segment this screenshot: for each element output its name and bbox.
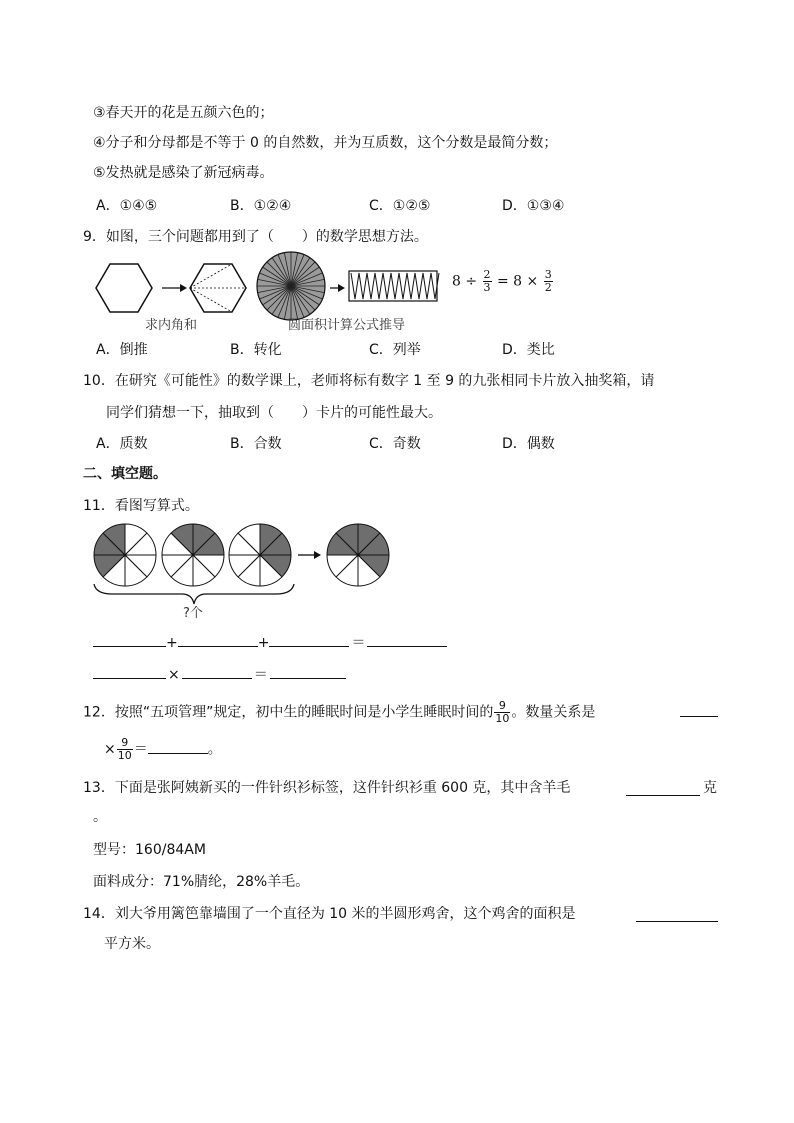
q13-unit: 克 (703, 780, 717, 796)
q8-option-b: B．①②④ (230, 198, 292, 214)
fraction-circle-2 (162, 524, 224, 586)
q11-figure (92, 520, 412, 615)
answer-blank[interactable] (178, 632, 258, 647)
answer-blank[interactable] (636, 907, 718, 922)
q13-period: 。 (93, 809, 107, 825)
answer-blank[interactable] (367, 632, 447, 647)
rearranged-sectors-shape (349, 271, 439, 301)
q10-option-d: D．偶数 (502, 436, 555, 452)
arrow-icon (330, 284, 345, 292)
q13-stem: 13．下面是张阿姨新买的一件针织衫标签，这件针织衫重 600 克，其中含羊毛 (83, 780, 571, 796)
q14-unit: 平方米。 (104, 936, 160, 952)
curly-brace (94, 584, 294, 604)
section-heading-fill-in: 二、填空题。 (83, 466, 167, 482)
answer-blank[interactable] (93, 664, 166, 679)
q8-statement-5: ⑤发热就是感染了新冠病毒。 (93, 165, 274, 181)
q8-option-d: D．①③④ (502, 198, 565, 214)
q9-option-a: A．倒推 (96, 342, 148, 358)
divided-hexagon-shape (190, 264, 246, 312)
arrow-icon (162, 284, 187, 292)
q14-stem: 14．刘大爷用篱笆靠墙围了一个直径为 10 米的半圆形鸡舍，这个鸡舍的面积是 (83, 906, 576, 922)
q11-brace-label: ?个 (183, 606, 203, 621)
hexagon-shape (96, 264, 152, 312)
q9-option-b: B．转化 (230, 342, 282, 358)
q12-relation-expression: × $\frac{9}{10}$ ＝ 。 (104, 736, 222, 762)
q12-fraction-9-10: $\frac{9}{10}$ (495, 699, 510, 725)
q9-figure-label-interior-angles: 求内角和 (145, 318, 198, 333)
answer-blank[interactable] (269, 632, 349, 647)
fraction-circle-result (327, 524, 389, 586)
q10-stem-line-2: 同学们猜想一下，抽取到（ ）卡片的可能性最大。 (106, 405, 442, 421)
q13-label-fabric: 面料成分：71%腈纶，28%羊毛。 (93, 874, 310, 890)
q9-option-d: D．类比 (502, 342, 555, 358)
q9-equation: 8 ÷ $\frac{2}{3}$ = 8 × $\frac{3}{2}$ (452, 268, 552, 294)
q9-stem: 9．如图，三个问题都用到了（ ）的数学思想方法。 (83, 229, 428, 245)
q8-option-a: A．①④⑤ (96, 198, 158, 214)
q10-stem-line-1: 10．在研究《可能性》的数学课上，老师将标有数字 1 至 9 的九张相同卡片放入抽奖箱，请 (83, 373, 655, 389)
fraction-circle-1 (94, 524, 156, 586)
answer-blank[interactable] (680, 702, 718, 717)
q8-option-c: C．①②⑤ (369, 198, 431, 214)
q9-figure-label-circle-area: 圆面积计算公式推导 (288, 318, 406, 333)
q9-option-c: C．列举 (369, 342, 421, 358)
fraction-circle-3 (229, 524, 291, 586)
q9-fraction-2-3: $\frac{2}{3}$ (483, 268, 491, 294)
q12-stem: 12．按照“五项管理”规定，初中生的睡眠时间是小学生睡眠时间的 $\frac{9}{10}$ 。数量关系是 (83, 699, 596, 725)
q11-stem: 11．看图写算式。 (83, 498, 199, 514)
q11-multiplication-expression: × ＝ (93, 664, 346, 684)
q13-label-model: 型号：160/84AM (93, 842, 206, 858)
sectored-circle-shape (257, 252, 325, 320)
answer-blank[interactable] (148, 739, 208, 754)
q9-fraction-3-2: $\frac{3}{2}$ (544, 268, 552, 294)
arrow-icon (298, 551, 321, 559)
q10-option-b: B．合数 (230, 436, 282, 452)
answer-blank[interactable] (182, 664, 252, 679)
q10-option-a: A．质数 (96, 436, 148, 452)
answer-blank[interactable] (626, 781, 700, 796)
q11-addition-expression: + + ＝ (93, 632, 447, 652)
q10-option-c: C．奇数 (369, 436, 421, 452)
answer-blank[interactable] (270, 664, 346, 679)
answer-blank[interactable] (93, 632, 166, 647)
q12-fraction-9-10: $\frac{9}{10}$ (117, 736, 132, 762)
q8-statement-3: ③春天开的花是五颜六色的； (93, 105, 274, 121)
q8-statement-4: ④分子和分母都是不等于 0 的自然数，并为互质数，这个分数是最简分数； (93, 135, 558, 151)
